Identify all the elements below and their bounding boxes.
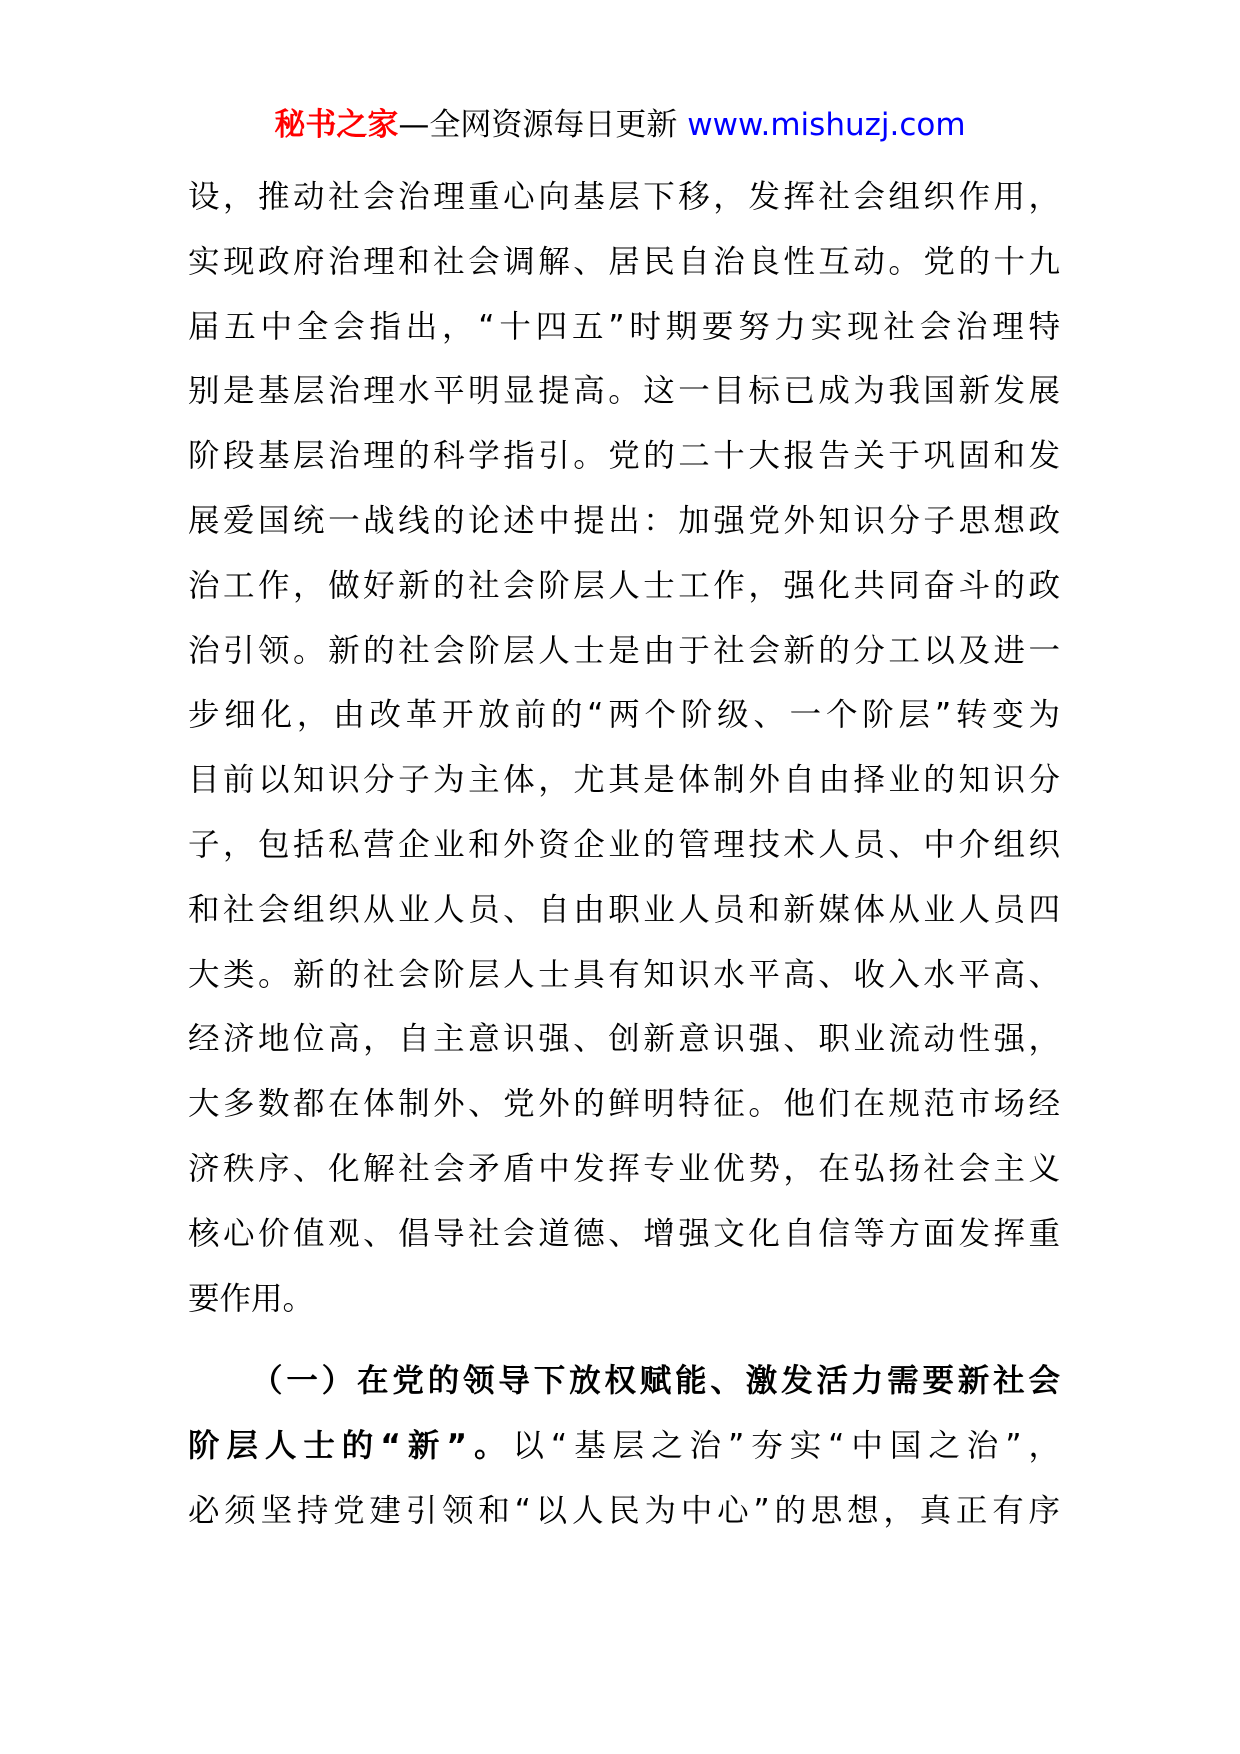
text-line: 必须坚持党建引领和“以人民为中心”的思想，真正有序 (188, 1492, 1060, 1529)
header-url[interactable]: www.mishuzj.com (687, 107, 966, 143)
text-line: 治引领。新的社会阶层人士是由于社会新的分工以及进一 (188, 632, 1060, 669)
text-line: 子，包括私营企业和外资企业的管理技术人员、中介组织 (188, 826, 1060, 863)
section-heading-end: 阶层人士的“新”。 (188, 1428, 513, 1465)
text-line: 实现政府治理和社会调解、居民自治良性互动。党的十九 (188, 243, 1060, 280)
text-line: 阶段基层治理的科学指引。党的二十大报告关于巩固和发 (188, 438, 1060, 475)
text-line: 要作用。 (188, 1280, 315, 1317)
text-line-mixed (188, 1414, 1060, 1479)
paragraph-1 (188, 165, 1060, 1331)
text-line: 目前以知识分子为主体，尤其是体制外自由择业的知识分 (188, 762, 1060, 799)
paragraph-gap (188, 1331, 1060, 1349)
text-line: 济秩序、化解社会矛盾中发挥专业优势，在弘扬社会主义 (188, 1150, 1060, 1187)
text-run: 以“基层之治”夯实“中国之治”， (512, 1428, 1061, 1465)
paragraph-2 (188, 1349, 1060, 1543)
section-heading-line: （一）在党的领导下放权赋能、激发活力需要新社会 (251, 1363, 1060, 1400)
page-header (0, 103, 1240, 147)
text-line: 治工作，做好新的社会阶层人士工作，强化共同奋斗的政 (188, 567, 1060, 604)
text-line: 步细化，由改革开放前的“两个阶级、一个阶层”转变为 (188, 697, 1061, 734)
text-line: 大多数都在体制外、党外的鲜明特征。他们在规范市场经 (188, 1086, 1060, 1123)
text-line: 设，推动社会治理重心向基层下移，发挥社会组织作用， (188, 179, 1060, 215)
text-line: 核心价值观、倡导社会道德、增强文化自信等方面发挥重 (188, 1215, 1060, 1252)
text-line: 大类。新的社会阶层人士具有知识水平高、收入水平高、 (188, 956, 1060, 993)
text-line: 届五中全会指出，“十四五”时期要努力实现社会治理特 (188, 308, 1060, 345)
text-line: 别是基层治理水平明显提高。这一目标已成为我国新发展 (188, 373, 1060, 410)
header-brand: 秘书之家 (274, 107, 399, 143)
text-line: 展爱国统一战线的论述中提出：加强党外知识分子思想政 (188, 502, 1060, 539)
text-line: 经济地位高，自主意识强、创新意识强、职业流动性强， (188, 1021, 1060, 1058)
header-tagline: —全网资源每日更新 (398, 107, 678, 143)
document-body (188, 165, 1060, 1544)
text-line: 和社会组织从业人员、自由职业人员和新媒体从业人员四 (188, 891, 1060, 928)
